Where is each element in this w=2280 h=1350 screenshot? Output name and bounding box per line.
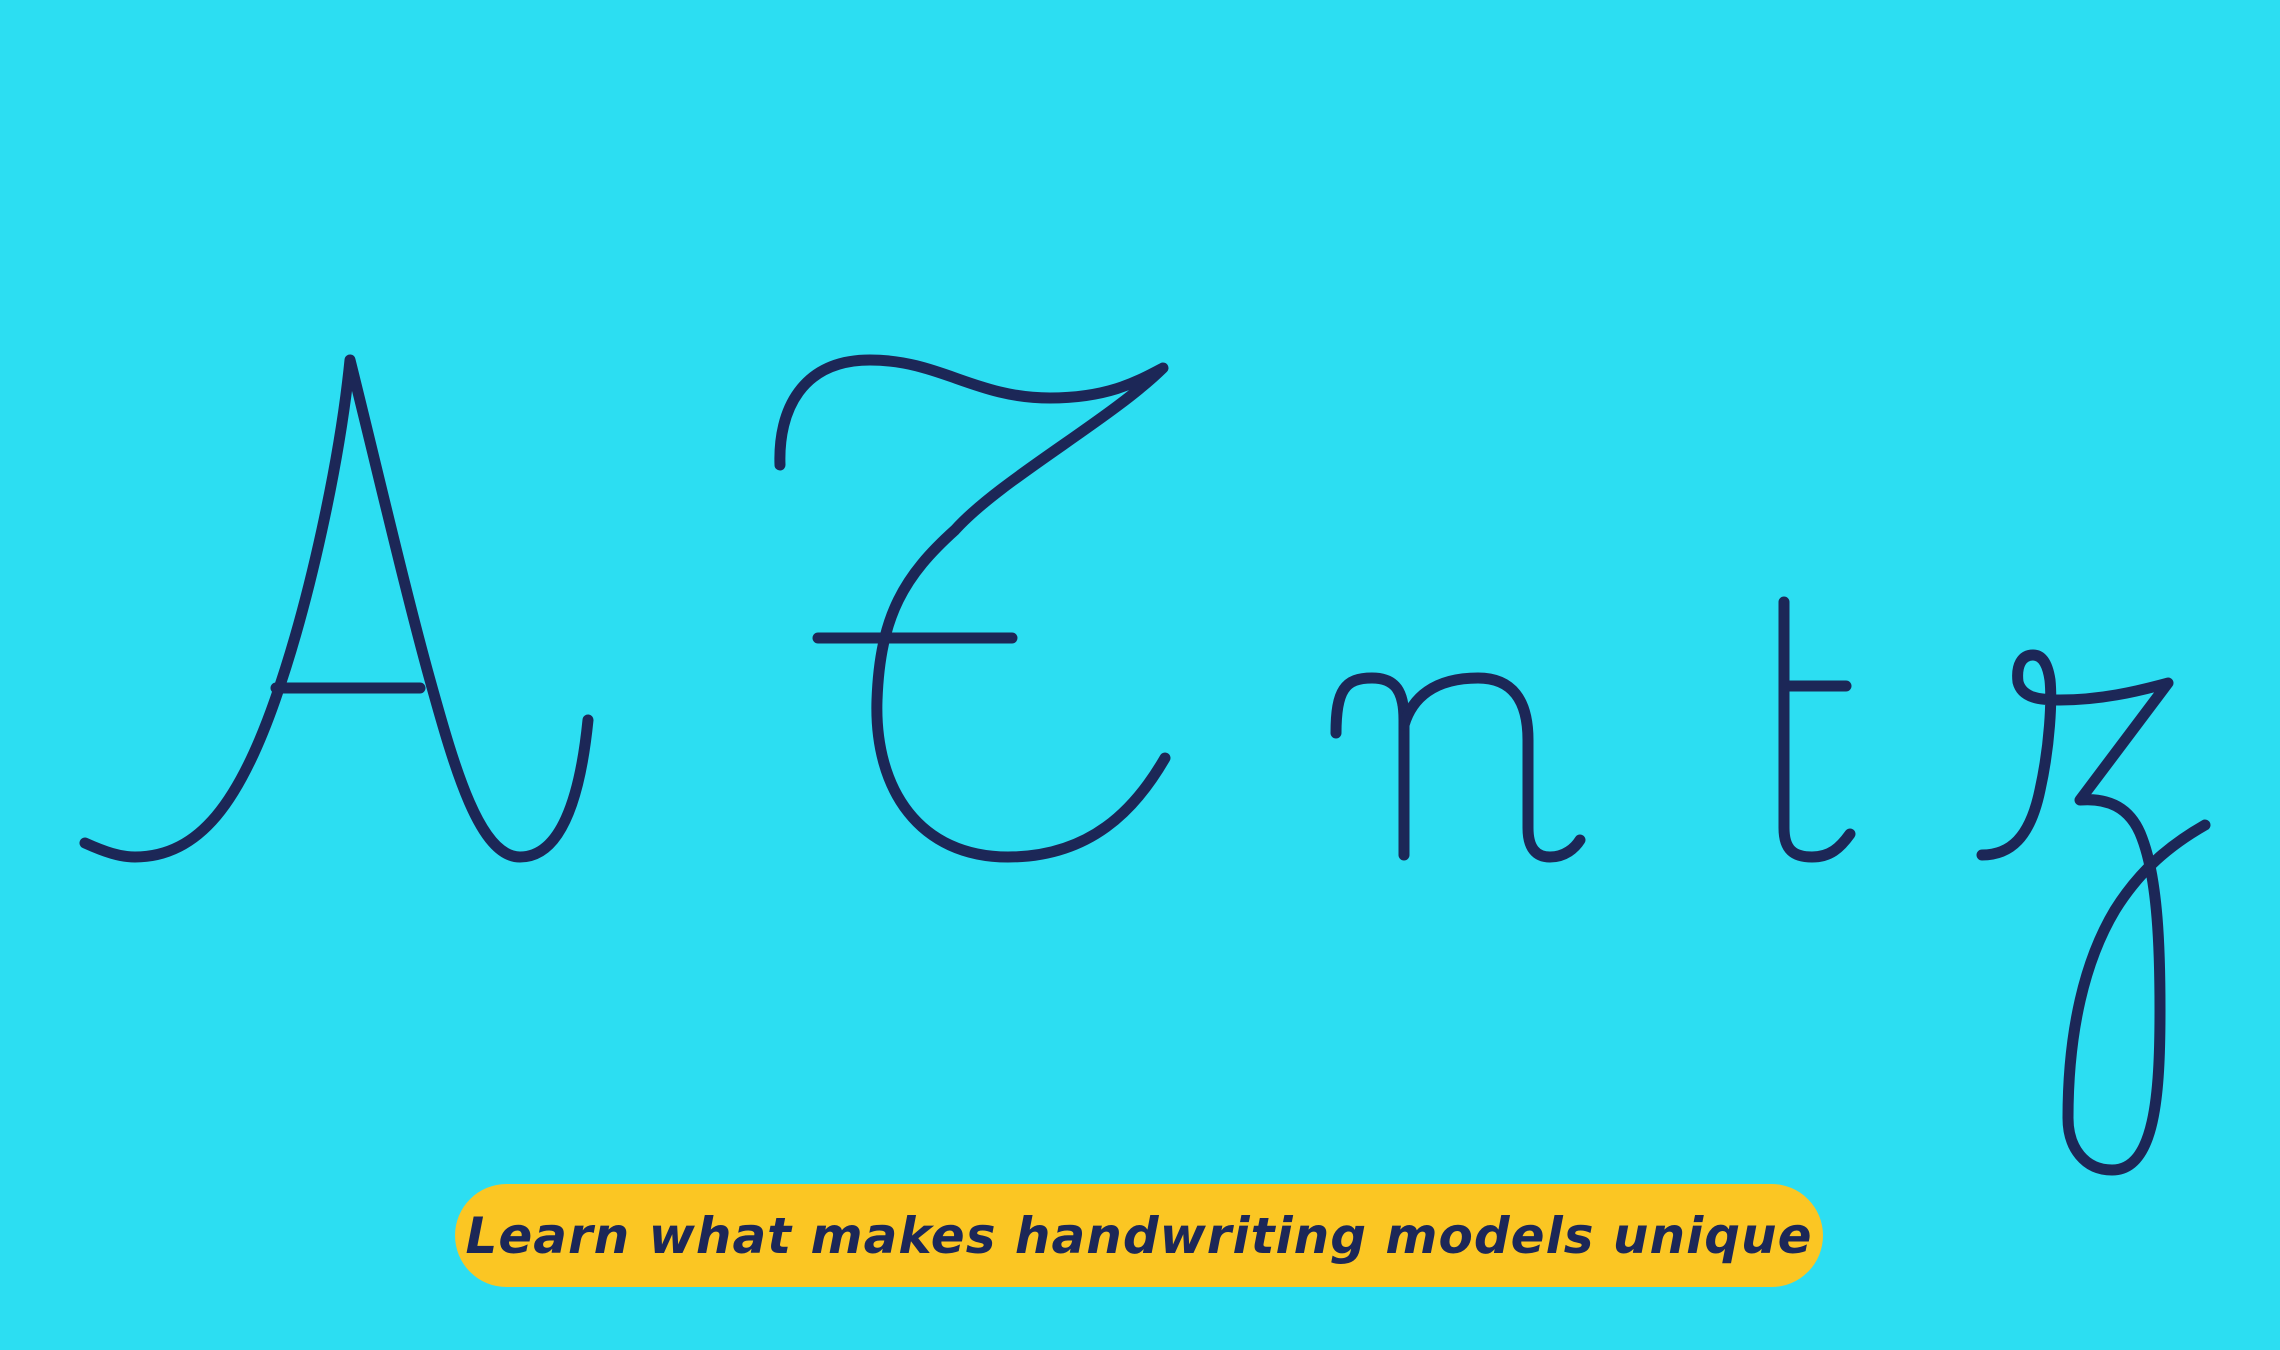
letter-z-stroke bbox=[780, 360, 1165, 857]
letter-a-stroke bbox=[85, 360, 588, 857]
letter-uppercase-z bbox=[780, 360, 1165, 857]
letter-lowercase-n bbox=[1336, 678, 1580, 857]
tagline-banner[interactable] bbox=[455, 1184, 1823, 1287]
letter-lowercase-z bbox=[1982, 655, 2205, 1170]
tagline-text: Learn what makes handwriting models unique bbox=[465, 1206, 1813, 1265]
letter-uppercase-a bbox=[85, 360, 588, 857]
letter-lowercase-t bbox=[1784, 602, 1850, 857]
letter-n-stroke bbox=[1336, 678, 1404, 855]
letter-z-small-stroke bbox=[1982, 655, 2205, 1170]
letter-n-arch bbox=[1404, 678, 1580, 857]
letter-t-stroke bbox=[1784, 602, 1850, 857]
